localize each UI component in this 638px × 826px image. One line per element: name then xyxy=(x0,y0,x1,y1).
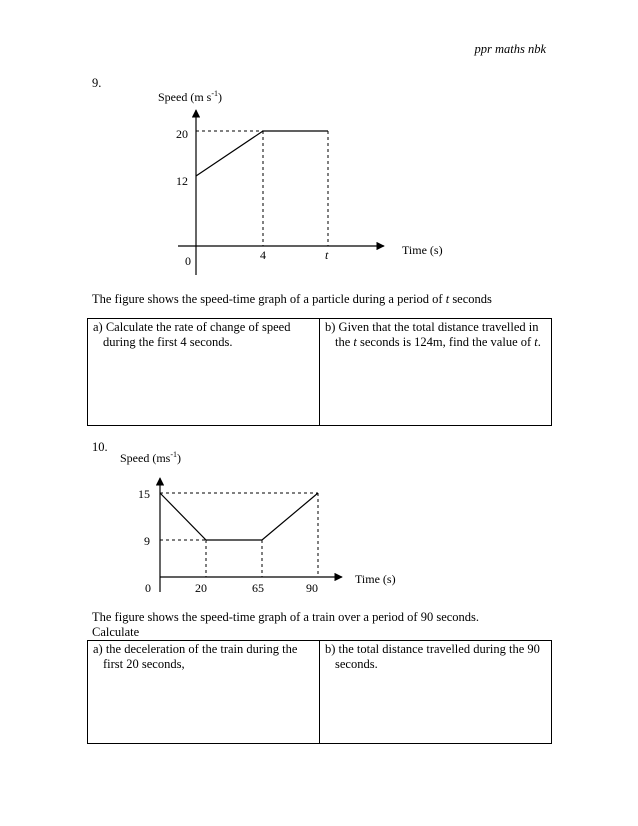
q10-xtick-65: 65 xyxy=(252,581,264,595)
q9-part-b: b) Given that the total distance travelled in the t seconds is 124m, find the value of t. xyxy=(325,320,541,349)
q10-series-line xyxy=(160,493,318,540)
q10-xtick-90: 90 xyxy=(306,581,318,595)
q9-xtick-t: t xyxy=(325,248,329,262)
q9-xlabel: Time (s) xyxy=(402,243,443,257)
q9-origin-label: 0 xyxy=(185,254,191,268)
q10-part-a: a) the deceleration of the train during the first 20 seconds, xyxy=(93,642,298,671)
question-9-number: 9. xyxy=(92,76,102,90)
q10-calculate: Calculate xyxy=(92,625,140,639)
q9-caption: The figure shows the speed-time graph of a particle during a period of t seconds xyxy=(92,292,492,306)
q9-ytick-12: 12 xyxy=(176,174,188,188)
q9-ylabel: Speed (m $s^{-1}$) xyxy=(158,89,222,104)
q10-caption: The figure shows the speed-time graph of a train over a period of 90 seconds. xyxy=(92,610,480,624)
q10-origin-label: 0 xyxy=(145,581,151,595)
q10-answer-table xyxy=(87,640,552,744)
q10-ytick-9: 9 xyxy=(144,534,150,548)
q9-ytick-20: 20 xyxy=(176,127,188,141)
question-10-number: 10. xyxy=(92,440,108,454)
q10-xtick-20: 20 xyxy=(195,581,207,595)
q10-part-b: b) the total distance travelled during the 90 seconds. xyxy=(325,642,540,671)
q10-part-b-cell[interactable] xyxy=(320,641,551,743)
q10-ylabel: Speed $(ms^{-1})$ xyxy=(120,450,181,465)
q9-xtick-4: 4 xyxy=(260,248,266,262)
page-header: ppr maths nbk xyxy=(474,42,546,56)
q9-part-a: a) Calculate the rate of change of speed during the first 4 seconds. xyxy=(93,320,291,349)
q10-part-a-cell[interactable] xyxy=(88,641,320,743)
q10-ytick-15: 15 xyxy=(138,487,150,501)
q10-xlabel: Time (s) xyxy=(355,572,396,586)
